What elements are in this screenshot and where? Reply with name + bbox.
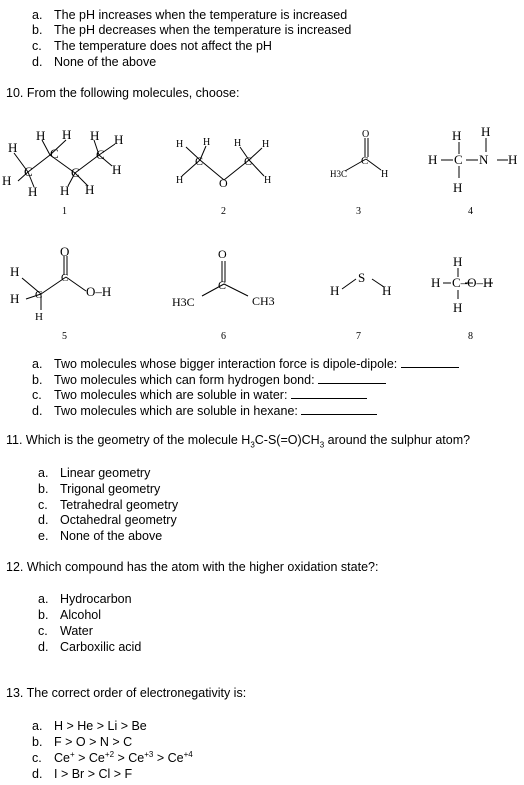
mol7-s: S: [358, 270, 366, 285]
mol6-o: O: [218, 247, 227, 261]
mol6-h3c: H3C: [172, 295, 195, 309]
q11-option-e: e. None of the above: [38, 529, 163, 543]
mol1-h: H: [112, 162, 122, 177]
mol4-c: C: [454, 152, 463, 167]
q12-option-b: b. Alcohol: [38, 608, 101, 622]
molecule-number-5: 5: [62, 331, 67, 342]
answer-blank[interactable]: [301, 403, 377, 415]
mol4-h: H: [508, 152, 518, 167]
q11-option-c: c. Tetrahedral geometry: [38, 498, 179, 512]
mol8-h: H: [431, 275, 441, 290]
answer-blank[interactable]: [318, 372, 386, 384]
mol1-h: H: [85, 182, 95, 197]
mol5-o: O: [60, 244, 70, 259]
answer-blank[interactable]: [401, 356, 459, 368]
q9-option-a: a. The pH increases when the temperature is increased: [32, 8, 348, 22]
mol3-o: O: [362, 129, 370, 140]
mol1-h: H: [90, 128, 100, 143]
mol2-c: C: [244, 154, 253, 168]
mol5-c: C: [61, 272, 69, 284]
q9-option-c: c. The temperature does not affect the pH: [32, 39, 272, 53]
mol1-h: H: [28, 184, 38, 199]
q13-option-d: d. I > Br > Cl > F: [32, 767, 133, 781]
q11-option-d: d. Octahedral geometry: [38, 513, 177, 527]
mol2-h: H: [176, 139, 184, 150]
q13-option-c: c. $Ce^+ > Ce^{+2} > Ce^{+3} > Ce^{+4}$: [32, 749, 193, 765]
mol4-h: H: [481, 124, 491, 139]
q10-option-c: c. Two molecules which are soluble in water:: [32, 387, 367, 403]
answer-blank[interactable]: [291, 387, 367, 399]
mol7-h: H: [382, 283, 392, 298]
mol7-h: H: [330, 283, 340, 298]
q9-option-d: d. None of the above: [32, 55, 157, 69]
mol1-h: H: [8, 140, 18, 155]
mol2-h: H: [264, 175, 272, 186]
q12-option-a: a. Hydrocarbon: [38, 592, 132, 606]
mol1-c: C: [50, 146, 59, 161]
q12-option-d: d. Carboxilic acid: [38, 640, 142, 654]
q10-option-d: d. Two molecules which are soluble in hexane:: [32, 403, 377, 419]
mol5-h: H: [35, 311, 43, 323]
mol8-h: H: [453, 300, 463, 315]
mol3-h: H: [381, 169, 389, 180]
molecule-number-6: 6: [221, 331, 226, 342]
mol2-o: O: [219, 176, 228, 190]
mol2-h: H: [176, 175, 184, 186]
mol1-c: C: [71, 165, 80, 180]
q11-option-a: a. Linear geometry: [38, 466, 151, 480]
mol8-h: H: [453, 254, 463, 269]
mol4-h: H: [428, 152, 438, 167]
mol5-h: H: [10, 264, 20, 279]
mol1-h: H: [2, 173, 12, 188]
q12-prompt: 12. Which compound has the atom with the higher oxidation state?:: [6, 560, 379, 574]
q13-option-a: a. H > He > Li > Be: [32, 719, 147, 733]
mol4-h: H: [452, 128, 462, 143]
molecule-number-7: 7: [356, 331, 361, 342]
q13-prompt: 13. The correct order of electronegativity is:: [6, 686, 247, 700]
mol3-h3c: H3C: [330, 169, 348, 179]
mol6-ch3: CH3: [252, 294, 275, 308]
q12-option-c: c. Water: [38, 624, 93, 638]
mol1-c: C: [24, 164, 33, 179]
molecule-number-3: 3: [356, 206, 361, 217]
mol1-c: C: [96, 147, 105, 162]
mol1-h: H: [114, 132, 124, 147]
mol5-oh: O–H: [86, 284, 112, 299]
mol1-h: H: [60, 183, 70, 198]
q11-option-b: b. Trigonal geometry: [38, 482, 161, 496]
q13-option-b: b. F > O > N > C: [32, 735, 133, 749]
q10-prompt: 10. From the following molecules, choose:: [6, 86, 240, 100]
molecule-structures: [0, 0, 524, 360]
molecule-number-8: 8: [468, 331, 473, 342]
mol6-c: C: [218, 278, 227, 292]
mol1-h: H: [36, 128, 46, 143]
mol1-h: H: [62, 127, 72, 142]
molecule-number-2: 2: [221, 206, 226, 217]
q11-prompt: 11. Which is the geometry of the molecule $H_3C-S(=O)CH_3$ around the sulphur atom?: [6, 433, 471, 450]
mol2-c: C: [195, 154, 204, 168]
mol2-h: H: [262, 139, 270, 150]
molecule-number-4: 4: [468, 206, 473, 217]
molecule-number-1: 1: [62, 206, 67, 217]
mol8-coh: C–O–H: [452, 275, 493, 290]
mol4-h: H: [453, 180, 463, 195]
q10-option-a: a. Two molecules whose bigger interaction force is dipole-dipole:: [32, 356, 459, 372]
mol2-h: H: [234, 138, 242, 149]
mol2-h: H: [203, 137, 211, 148]
mol5-h: H: [10, 291, 20, 306]
mol5-c: C: [35, 289, 43, 301]
q10-option-b: b. Two molecules which can form hydrogen bond:: [32, 372, 386, 388]
q9-option-b: b. The pH decreases when the temperature is increased: [32, 23, 352, 37]
mol4-n: N: [479, 152, 489, 167]
mol3-c: C: [361, 155, 369, 167]
